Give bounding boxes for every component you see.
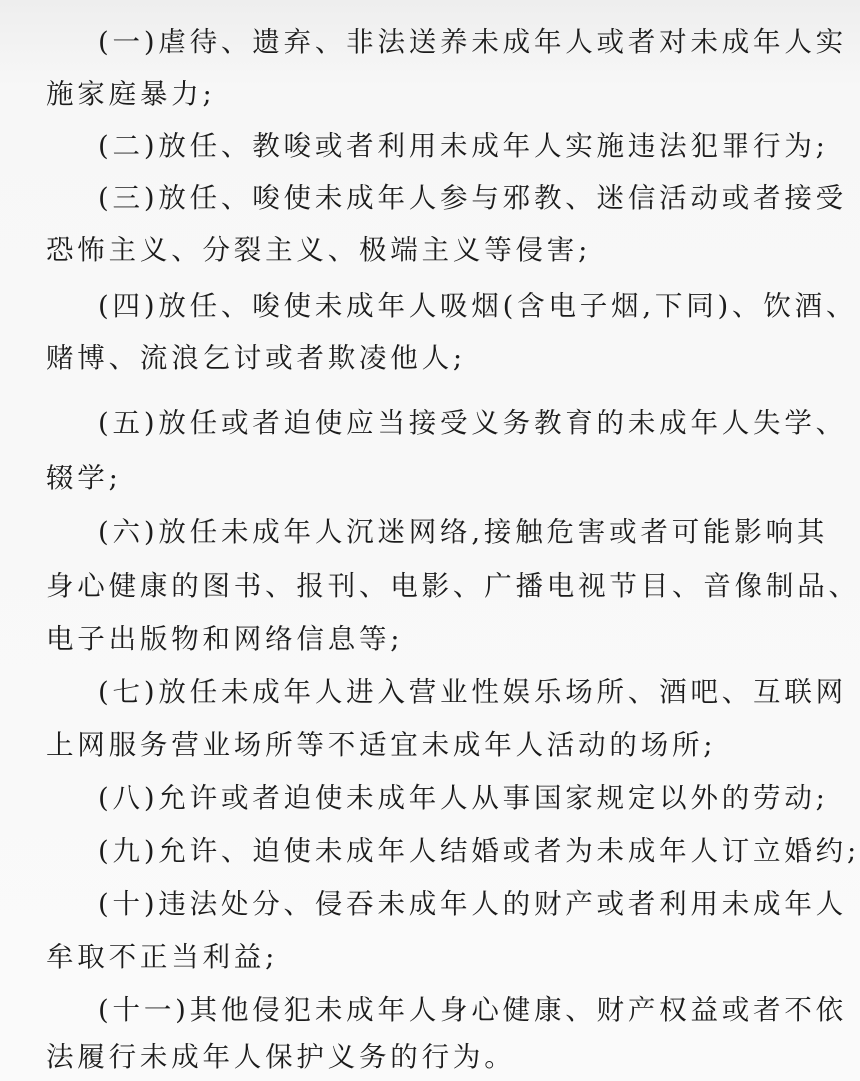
clause-4-line-2: 赌博、流浪乞讨或者欺凌他人; bbox=[46, 342, 466, 374]
clause-3-line-2: 恐怖主义、分裂主义、极端主义等侵害; bbox=[46, 234, 592, 266]
clause-7-line-2: 上网服务营业场所等不适宜未成年人活动的场所; bbox=[46, 729, 717, 761]
clause-2-line-1: (二)放任、教唆或者利用未成年人实施违法犯罪行为; bbox=[98, 130, 829, 162]
clause-6-line-3: 电子出版物和网络信息等; bbox=[46, 623, 404, 655]
clause-1-line-2: 施家庭暴力; bbox=[46, 78, 216, 110]
clause-10-line-2: 牟取不正当利益; bbox=[46, 941, 279, 973]
clause-5-line-1: (五)放任或者迫使应当接受义务教育的未成年人失学、 bbox=[98, 407, 847, 439]
clause-11-line-1: (十一)其他侵犯未成年人身心健康、财产权益或者不依 bbox=[98, 994, 847, 1026]
clause-1-line-1: (一)虐待、遗弃、非法送养未成年人或者对未成年人实 bbox=[98, 26, 847, 58]
clause-4-line-1: (四)放任、唆使未成年人吸烟(含电子烟,下同)、饮酒、 bbox=[98, 290, 858, 322]
clause-6-line-2: 身心健康的图书、报刊、电影、广播电视节目、音像制品、 bbox=[46, 570, 860, 602]
clause-8-line-1: (八)允许或者迫使未成年人从事国家规定以外的劳动; bbox=[98, 782, 829, 814]
clause-3-line-1: (三)放任、唆使未成年人参与邪教、迷信活动或者接受 bbox=[98, 182, 847, 214]
clause-5-line-2: 辍学; bbox=[46, 462, 122, 494]
clause-9-line-1: (九)允许、迫使未成年人结婚或者为未成年人订立婚约; bbox=[98, 835, 860, 867]
clause-11-line-2: 法履行未成年人保护义务的行为。 bbox=[46, 1041, 516, 1073]
clause-6-line-1: (六)放任未成年人沉迷网络,接触危害或者可能影响其 bbox=[98, 516, 829, 548]
clause-10-line-1: (十)违法处分、侵吞未成年人的财产或者利用未成年人 bbox=[98, 888, 847, 920]
clause-7-line-1: (七)放任未成年人进入营业性娱乐场所、酒吧、互联网 bbox=[98, 676, 847, 708]
